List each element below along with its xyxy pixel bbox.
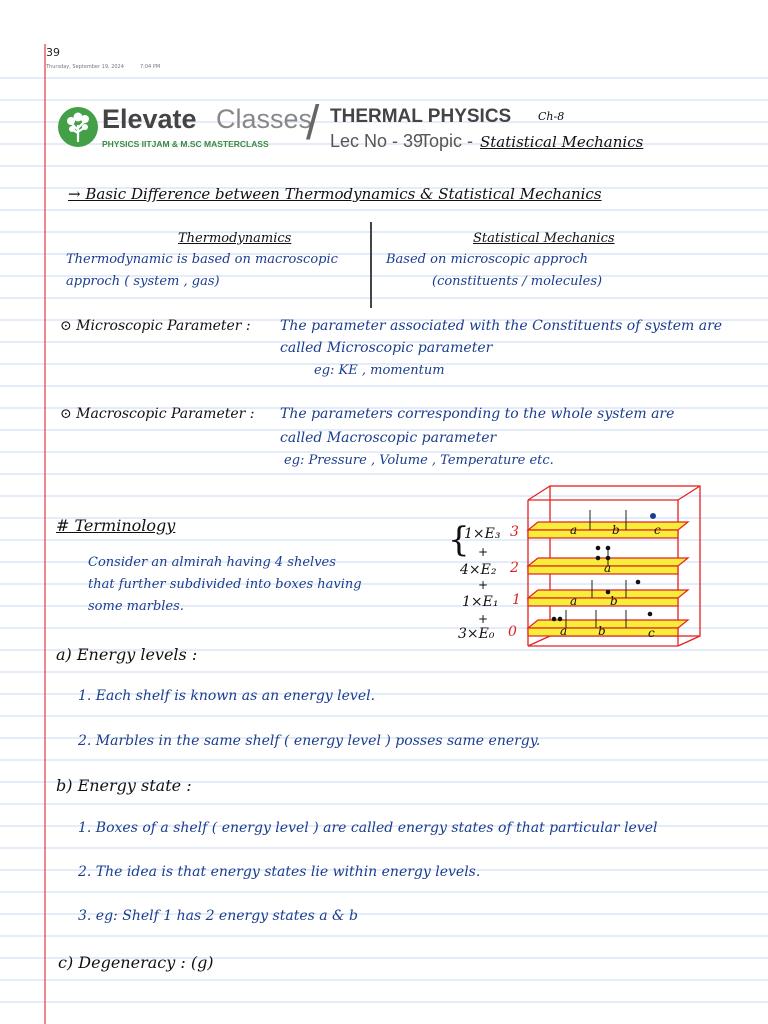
box-label: b — [610, 594, 618, 608]
chapter-label: Ch-8 — [538, 110, 565, 123]
almirah-description-line: that further subdivided into boxes having — [88, 577, 362, 592]
level-number: 0 — [508, 624, 517, 640]
brand-tagline: PHYSICS IITJAM & M.SC MASTERCLASS — [102, 139, 269, 149]
plus-sign: + — [478, 578, 489, 592]
macroscopic-parameter-heading: ⊙ Macroscopic Parameter : — [60, 406, 255, 422]
thermodynamics-text-line: approch ( system , gas) — [66, 274, 220, 289]
equation-term: 4×E₂ — [460, 562, 497, 578]
macroscopic-definition-line: called Macroscopic parameter — [280, 430, 497, 446]
topic-value: Statistical Mechanics — [480, 133, 644, 151]
box-label: a — [570, 594, 578, 608]
equation-term: 1×E₁ — [462, 594, 499, 610]
energy-levels-point: 1. Each shelf is known as an energy level. — [78, 688, 376, 704]
box-label: c — [648, 626, 655, 640]
brace: { — [448, 520, 470, 560]
macroscopic-definition-line: The parameters corresponding to the whole system are — [280, 406, 675, 422]
brand-name-light: Classes — [216, 104, 313, 134]
page-date: Thursday, September 19, 2024 — [46, 64, 124, 70]
brand-name-bold: Elevate — [102, 104, 197, 134]
box-label: a — [560, 624, 568, 638]
box-label: a — [570, 523, 578, 537]
degeneracy-heading: c) Degeneracy : (g) — [58, 953, 214, 972]
plus-sign: + — [478, 612, 489, 626]
box-label: a — [604, 561, 612, 575]
lecture-number: Lec No - 39 — [330, 131, 424, 151]
box-label: c — [654, 523, 661, 537]
energy-levels-point: 2. Marbles in the same shelf ( energy level ) posses same energy. — [78, 733, 541, 749]
almirah-description-line: some marbles. — [88, 599, 184, 614]
page-time: 7:04 PM — [140, 64, 161, 70]
header-divider: / — [306, 97, 320, 150]
thermodynamics-column-title: Thermodynamics — [178, 231, 292, 246]
level-number: 2 — [510, 560, 519, 576]
column-divider — [370, 222, 372, 308]
microscopic-definition-line: called Microscopic parameter — [280, 340, 493, 356]
box-label: b — [598, 624, 606, 638]
energy-state-point: 1. Boxes of a shelf ( energy level ) are called energy states of that particular level — [78, 820, 658, 836]
energy-state-point: 3. eg: Shelf 1 has 2 energy states a & b — [78, 908, 358, 924]
statmech-column-title: Statistical Mechanics — [473, 231, 615, 246]
tree-logo-icon — [57, 106, 99, 148]
equation-term: 1×E₃ — [464, 526, 501, 542]
microscopic-example: eg: KE , momentum — [314, 363, 445, 378]
almirah-description-line: Consider an almirah having 4 shelves — [88, 555, 336, 570]
microscopic-parameter-heading: ⊙ Microscopic Parameter : — [60, 318, 251, 334]
plus-sign: + — [478, 545, 489, 559]
energy-state-point: 2. The idea is that energy states lie within energy levels. — [78, 864, 481, 880]
level-number: 3 — [510, 524, 519, 540]
subject-title: THERMAL PHYSICS — [330, 106, 512, 127]
energy-state-heading: b) Energy state : — [56, 776, 192, 795]
equation-term: 3×E₀ — [458, 626, 495, 642]
page-number: 39 — [46, 46, 60, 59]
macroscopic-example: eg: Pressure , Volume , Temperature etc. — [284, 453, 554, 468]
statmech-text-line: (constituents / molecules) — [432, 274, 603, 289]
difference-heading: → Basic Difference between Thermodynamics & Statistical Mechanics — [68, 185, 602, 203]
topic-label: Topic - — [420, 131, 474, 151]
terminology-heading: # Terminology — [56, 516, 176, 535]
level-number: 1 — [512, 592, 521, 608]
statmech-text-line: Based on microscopic approch — [386, 252, 589, 267]
box-label: b — [612, 523, 620, 537]
thermodynamics-text-line: Thermodynamic is based on macroscopic — [66, 252, 338, 267]
microscopic-definition-line: The parameter associated with the Constituents of system are — [280, 318, 723, 334]
energy-levels-heading: a) Energy levels : — [56, 645, 198, 664]
